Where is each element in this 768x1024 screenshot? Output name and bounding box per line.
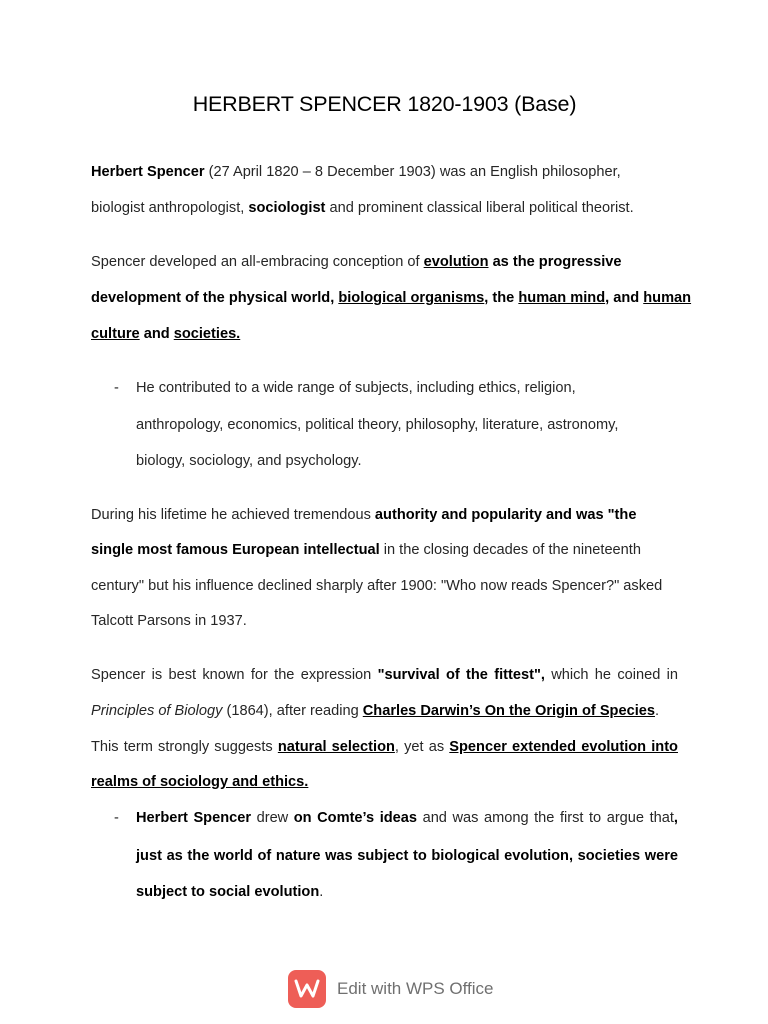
paragraph-3-line-4: Talcott Parsons in 1937. — [91, 613, 247, 629]
bold-text: subject to social evolution — [136, 884, 320, 900]
underlined-bold-text: human — [643, 290, 692, 306]
paragraph-4-line-1 — [91, 667, 678, 683]
bullet-2-line-3 — [136, 884, 323, 900]
underlined-bold-text: societies. — [173, 326, 241, 342]
page-title: HERBERT SPENCER 1820-1903 (Base) — [192, 92, 577, 116]
paragraph-4-line-4 — [91, 774, 308, 790]
bold-text: Herbert Spencer — [91, 164, 205, 180]
text: biologist anthropologist, — [91, 200, 249, 216]
bold-text: authority and popularity and was "the — [374, 507, 637, 523]
bold-text: single most famous European intellectual — [91, 542, 380, 558]
bold-text: , the — [484, 290, 519, 306]
underlined-bold-text: realms of sociology and ethics. — [91, 774, 309, 790]
paragraph-2-line-1 — [91, 254, 622, 270]
text: in the closing decades of the nineteenth — [379, 542, 641, 558]
paragraph-3-line-1 — [91, 507, 636, 523]
wps-office-logo-icon — [288, 970, 326, 1008]
paragraph-3-line-3: century" but his influence declined sharply after 1900: "Who now reads Spencer?" asked — [91, 578, 663, 594]
underlined-bold-text: Spencer extended evolution into — [449, 739, 678, 755]
bold-text: "survival of the fittest", — [377, 667, 545, 683]
text: and prominent classical liberal political theorist. — [325, 200, 634, 216]
edit-with-wps-office-label[interactable]: Edit with WPS Office — [337, 979, 494, 998]
paragraph-2-line-2 — [91, 290, 691, 306]
bold-text: and — [139, 326, 174, 342]
bullet-1-line-1: He contributed to a wide range of subjects, including ethics, religion, — [136, 380, 576, 396]
bullet-2-line-1 — [136, 810, 678, 826]
text: This term strongly suggests — [91, 739, 278, 755]
paragraph-1-line-1 — [91, 164, 621, 180]
text: During his lifetime he achieved tremendous — [91, 507, 375, 523]
underlined-bold-text: culture — [91, 326, 140, 342]
text: Spencer developed an all-embracing conception of — [91, 254, 424, 270]
text: drew — [251, 810, 294, 826]
text: which he coined in — [544, 667, 678, 683]
text: (27 April 1820 – 8 December 1903) was an English philosopher, — [204, 164, 621, 180]
bold-text: development of the physical world, — [91, 290, 339, 306]
bold-text: on Comte’s ideas — [293, 810, 418, 826]
bullet-2-line-2 — [136, 848, 678, 864]
bold-text: , and — [605, 290, 644, 306]
underlined-bold-text: biological organisms — [338, 290, 485, 306]
underlined-bold-text: evolution — [423, 254, 489, 270]
edit-with-wps-office-badge[interactable] — [288, 968, 494, 1010]
bullet-1-line-2: anthropology, economics, political theory, philosophy, literature, astronomy, — [136, 417, 619, 433]
paragraph-3-line-2 — [91, 542, 641, 558]
paragraph-4-line-3 — [91, 739, 678, 755]
text: . — [654, 703, 660, 719]
bold-text: just as the world of nature was subject to biological evolution, societies were — [136, 848, 678, 864]
underlined-bold-text: Charles Darwin’s On the Origin of Species — [362, 703, 655, 719]
bullet-1-line-3: biology, sociology, and psychology. — [136, 453, 362, 469]
paragraph-1-line-2 — [91, 200, 634, 216]
paragraph-2-line-3 — [91, 326, 240, 342]
text: (1864), after reading — [222, 703, 363, 719]
italic-text: Principles of Biology — [91, 703, 223, 719]
bold-text: , — [673, 810, 678, 826]
underlined-bold-text: natural selection — [277, 739, 395, 755]
underlined-bold-text: human mind — [518, 290, 606, 306]
bold-text: sociologist — [248, 200, 326, 216]
bullet-dash: - — [114, 810, 119, 826]
bullet-dash: - — [114, 380, 119, 396]
text: . — [319, 884, 324, 900]
paragraph-4-line-2 — [91, 703, 659, 719]
text: Spencer is best known for the expression — [91, 667, 378, 683]
text: and was among the first to argue that — [417, 810, 674, 826]
text: , yet as — [394, 739, 450, 755]
bold-text: as the progressive — [488, 254, 622, 270]
bold-text: Herbert Spencer — [136, 810, 252, 826]
